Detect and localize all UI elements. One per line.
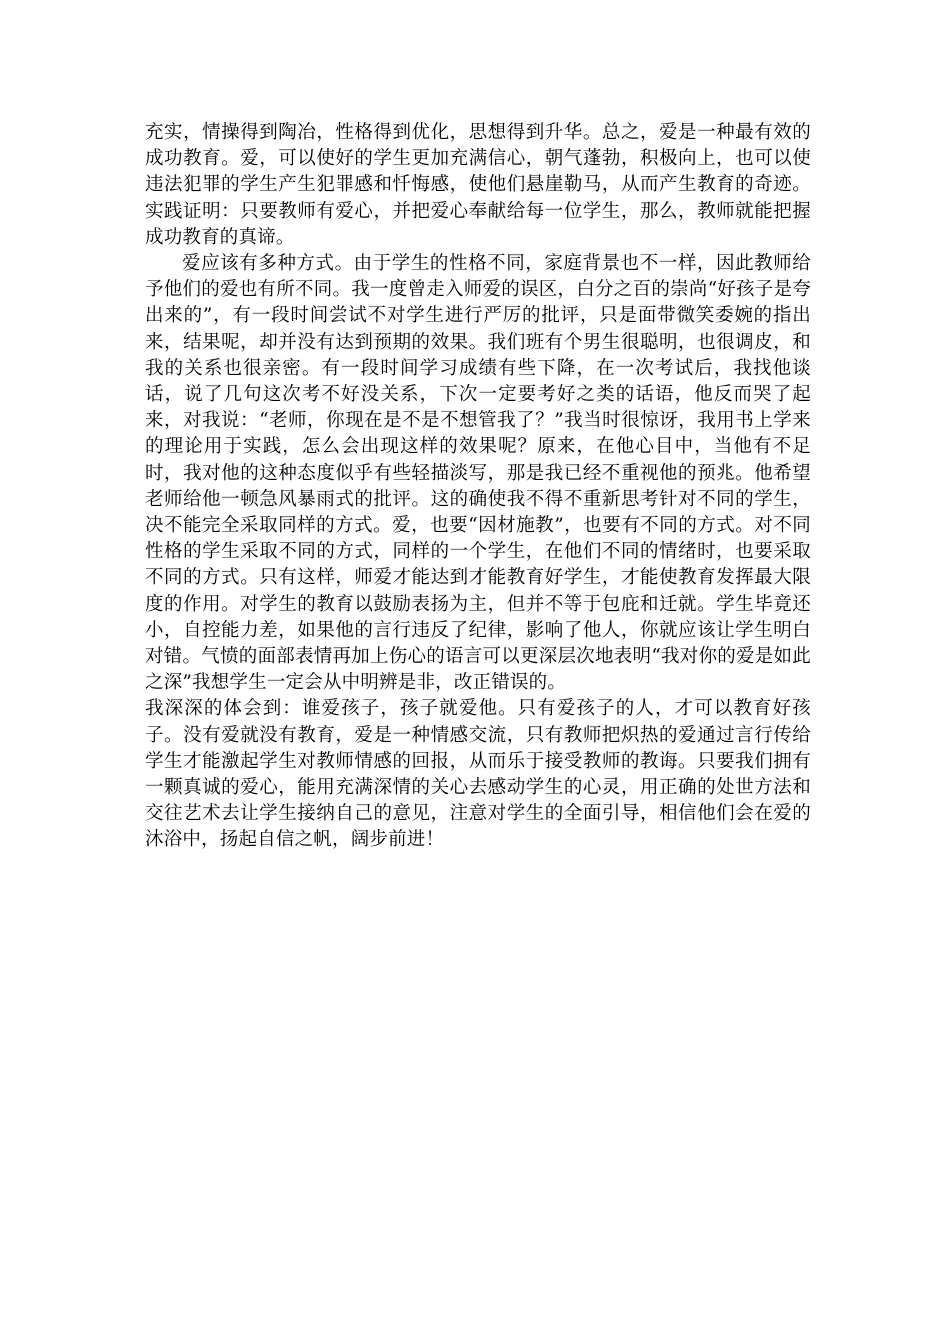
paragraph-1: 充实，情操得到陶冶，性格得到优化，思想得到升华。总之，爱是一种最有效的成功教育。爱，可以使好的学生更加充满信心，朝气蓬勃，积极向上，也可以使违法犯罪的学生产生犯罪感和忏悔感，使他们悬崖勒马，从而产生教育的奇迹。实践证明：只要教师有爱心，并把爱心奉献给每一位学生，那么，教师就能把握成功教育的真谛。	[145, 122, 811, 248]
document-body	[145, 120, 811, 854]
paragraph-2: 爱应该有多种方式。由于学生的性格不同，家庭背景也不一样，因此教师给予他们的爱也有所不同。我一度曾走入师爱的误区，白分之百的崇尚“好孩子是夸出来的”，有一段时间尝试不对学生进行严厉的批评，只是面带微笑委婉的指出来，结果呢，却并没有达到预期的效果。我们班有个男生很聪明，也很调皮，和我的关系也很亲密。有一段时间学习成绩有些下降，在一次考试后，我找他谈话，说了几句这次考不好没关系，下次一定要考好之类的话语，他反而哭了起来，对我说：“老师，你现在是不是不想管我了？”我当时很惊讶，我用书上学来的理论用于实践，怎么会出现这样的效果呢？原来，在他心目中，当他有不足时，我对他的这种态度似乎有些轻描淡写，那是我已经不重视他的预兆。他希望老师给他一顿急风暴雨式的批评。这的确使我不得不重新思考针对不同的学生，决不能完全采取同样的方式。爱，也要“因材施教”，也要有不同的方式。对不同性格的学生采取不同的方式，同样的一个学生，在他们不同的情绪时，也要采取不同的方式。只有这样，师爱才能达到才能教育好学生，才能使教育发挥最大限度的作用。对学生的教育以鼓励表扬为主，但并不等于包庇和迁就。学生毕竟还小，自控能力差，如果他的言行违反了纪律，影响了他人，你就应该让学生明白对错。气愤的面部表情再加上伤心的语言可以更深层次地表明“我对你的爱是如此之深”我想学生一定会从中明辨是非，改正错误的。	[145, 253, 811, 694]
paragraph-3: 我深深的体会到：谁爱孩子，孩子就爱他。只有爱孩子的人，才可以教育好孩子。没有爱就没有教育，爱是一种情感交流，只有教师把炽热的爱通过言行传给学生才能激起学生对教师情感的回报，从而乐于接受教师的教诲。只要我们拥有一颗真诚的爱心，能用充满深情的关心去感动学生的心灵，用正确的处世方法和交往艺术去让学生接纳自己的意见，注意对学生的全面引导，相信他们会在爱的沐浴中，扬起自信之帆，阔步前进！	[145, 698, 811, 851]
